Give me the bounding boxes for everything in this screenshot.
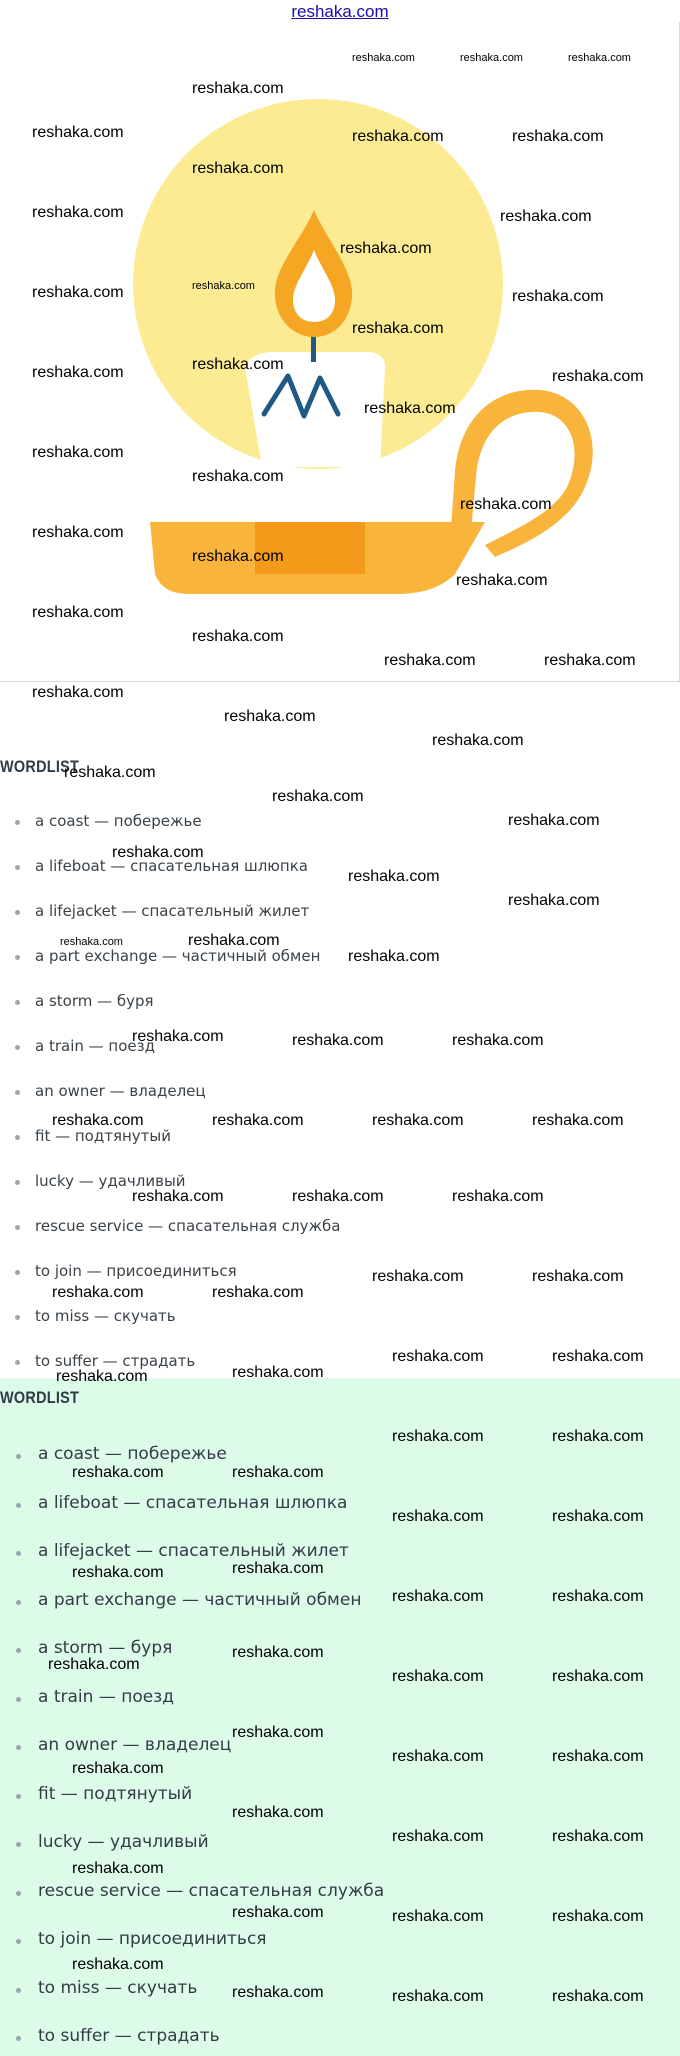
watermark-text: reshaka.com bbox=[232, 1724, 324, 1741]
watermark-text: reshaka.com bbox=[192, 356, 284, 373]
section-title: WORDLIST bbox=[0, 757, 80, 776]
watermark-text: reshaka.com bbox=[452, 1032, 544, 1049]
list-item-text: a lifeboat — спасательная шлюпка bbox=[35, 857, 308, 875]
bullet-icon bbox=[16, 1454, 21, 1459]
bullet-icon bbox=[16, 1503, 21, 1508]
bullet-icon bbox=[15, 1135, 20, 1140]
watermark-text: reshaka.com bbox=[292, 1188, 384, 1205]
watermark-text: reshaka.com bbox=[32, 684, 124, 701]
bullet-icon bbox=[15, 910, 20, 915]
watermark-text: reshaka.com bbox=[392, 1508, 484, 1525]
watermark-text: reshaka.com bbox=[544, 652, 636, 669]
watermark-text: reshaka.com bbox=[552, 1668, 644, 1685]
watermark-text: reshaka.com bbox=[112, 844, 204, 861]
watermark-text: reshaka.com bbox=[232, 1904, 324, 1921]
watermark-text: reshaka.com bbox=[72, 1564, 164, 1581]
watermark-text: reshaka.com bbox=[392, 1828, 484, 1845]
watermark-text: reshaka.com bbox=[72, 1956, 164, 1973]
watermark-text: reshaka.com bbox=[232, 1464, 324, 1481]
watermark-text: reshaka.com bbox=[552, 1428, 644, 1445]
watermark-text: reshaka.com bbox=[552, 1748, 644, 1765]
watermark-text: reshaka.com bbox=[340, 240, 432, 257]
watermark-text: reshaka.com bbox=[552, 368, 644, 385]
watermark-text: reshaka.com bbox=[552, 1908, 644, 1925]
watermark-text: reshaka.com bbox=[348, 948, 440, 965]
watermark-text: reshaka.com bbox=[64, 764, 156, 781]
bullet-icon bbox=[16, 1745, 21, 1750]
watermark-text: reshaka.com bbox=[552, 1588, 644, 1605]
list-item-text: a storm — буря bbox=[38, 1638, 173, 1658]
watermark-text: reshaka.com bbox=[32, 364, 124, 381]
list-item-text: a coast — побережье bbox=[38, 1444, 227, 1464]
watermark-text: reshaka.com bbox=[392, 1588, 484, 1605]
watermark-text: reshaka.com bbox=[508, 892, 600, 909]
watermark-text: reshaka.com bbox=[72, 1760, 164, 1777]
watermark-text: reshaka.com bbox=[364, 400, 456, 417]
list-item-text: a train — поезд bbox=[38, 1686, 174, 1707]
watermark-text: reshaka.com bbox=[456, 572, 548, 589]
watermark-text: reshaka.com bbox=[132, 1188, 224, 1205]
list-item-text: fit — подтянутый bbox=[35, 1127, 171, 1145]
watermark-text: reshaka.com bbox=[392, 1428, 484, 1445]
list-item-text: a lifejacket — спасательный жилет bbox=[38, 1541, 349, 1561]
candle-illustration bbox=[0, 22, 680, 682]
list-item-text: an owner — владелец bbox=[38, 1735, 232, 1755]
watermark-text: reshaka.com bbox=[192, 548, 284, 565]
watermark-text: reshaka.com bbox=[460, 496, 552, 513]
bullet-icon bbox=[15, 820, 20, 825]
list-item-text: to suffer — страдать bbox=[35, 1352, 196, 1370]
bullet-icon bbox=[16, 1939, 21, 1944]
watermark-text: reshaka.com bbox=[552, 1828, 644, 1845]
bullet-icon bbox=[16, 1600, 21, 1605]
watermark-text: reshaka.com bbox=[192, 468, 284, 485]
bullet-icon bbox=[16, 1842, 21, 1847]
watermark-text: reshaka.com bbox=[392, 1988, 484, 2005]
watermark-text: reshaka.com bbox=[232, 1644, 324, 1661]
watermark-text: reshaka.com bbox=[32, 444, 124, 461]
watermark-text: reshaka.com bbox=[272, 788, 364, 805]
bullet-icon bbox=[15, 1000, 20, 1005]
watermark-text: reshaka.com bbox=[32, 604, 124, 621]
watermark-text: reshaka.com bbox=[48, 1656, 140, 1673]
watermark-text: reshaka.com bbox=[500, 208, 592, 225]
watermark-text: reshaka.com bbox=[232, 1560, 324, 1577]
watermark-text: reshaka.com bbox=[212, 1112, 304, 1129]
list-item-text: to join — присоединиться bbox=[38, 1929, 267, 1949]
list-item-text: a part exchange — частичный обмен bbox=[35, 947, 321, 965]
watermark-text: reshaka.com bbox=[212, 1284, 304, 1301]
bullet-icon bbox=[15, 1270, 20, 1275]
bullet-icon bbox=[15, 955, 20, 960]
bullet-icon bbox=[15, 1225, 20, 1230]
list-item-text: an owner — владелец bbox=[35, 1082, 206, 1100]
watermark-text: reshaka.com bbox=[372, 1112, 464, 1129]
watermark-text: reshaka.com bbox=[372, 1268, 464, 1285]
watermark-text: reshaka.com bbox=[532, 1112, 624, 1129]
bullet-icon bbox=[15, 1360, 20, 1365]
word-list bbox=[0, 1444, 680, 2044]
watermark-text: reshaka.com bbox=[224, 708, 316, 725]
bullet-icon bbox=[15, 1315, 20, 1320]
watermark-text: reshaka.com bbox=[512, 128, 604, 145]
watermark-text: reshaka.com bbox=[232, 1804, 324, 1821]
watermark-text: reshaka.com bbox=[384, 652, 476, 669]
bullet-icon bbox=[15, 865, 20, 870]
list-item-text: fit — подтянутый bbox=[38, 1783, 193, 1804]
list-item-text: to miss — скучать bbox=[35, 1307, 176, 1325]
watermark-text: reshaka.com bbox=[392, 1348, 484, 1365]
watermark-text: reshaka.com bbox=[552, 1988, 644, 2005]
section-title: WORDLIST bbox=[0, 1388, 80, 1407]
list-item-text: a storm — буря bbox=[35, 992, 154, 1010]
watermark-text: reshaka.com bbox=[52, 1284, 144, 1301]
watermark-text: reshaka.com bbox=[32, 284, 124, 301]
list-item-text: to miss — скучать bbox=[38, 1977, 198, 1998]
list-item-text: rescue service — спасательная служба bbox=[35, 1217, 341, 1235]
list-item-text: lucky — удачливый bbox=[35, 1172, 186, 1190]
list-item-text: to suffer — страдать bbox=[38, 2026, 220, 2046]
watermark-text: reshaka.com bbox=[452, 1188, 544, 1205]
bullet-icon bbox=[15, 1090, 20, 1095]
list-item-text: a lifejacket — спасательный жилет bbox=[35, 902, 310, 920]
watermark-text: reshaka.com bbox=[568, 52, 631, 64]
watermark-text: reshaka.com bbox=[352, 128, 444, 145]
watermark-text: reshaka.com bbox=[392, 1908, 484, 1925]
watermark-text: reshaka.com bbox=[552, 1348, 644, 1365]
watermark-text: reshaka.com bbox=[32, 524, 124, 541]
bullet-icon bbox=[16, 1794, 21, 1799]
watermark-text: reshaka.com bbox=[508, 812, 600, 829]
watermark-text: reshaka.com bbox=[32, 204, 124, 221]
watermark-text: reshaka.com bbox=[352, 52, 415, 64]
watermark-text: reshaka.com bbox=[32, 124, 124, 141]
watermark-text: reshaka.com bbox=[392, 1748, 484, 1765]
watermark-text: reshaka.com bbox=[52, 1112, 144, 1129]
list-item-text: a train — поезд bbox=[35, 1037, 155, 1055]
bullet-icon bbox=[16, 1697, 21, 1702]
watermark-text: reshaka.com bbox=[552, 1508, 644, 1525]
list-item-text: a lifeboat — спасательная шлюпка bbox=[38, 1492, 348, 1513]
watermark-text: reshaka.com bbox=[132, 1028, 224, 1045]
watermark-text: reshaka.com bbox=[512, 288, 604, 305]
watermark-text: reshaka.com bbox=[192, 628, 284, 645]
site-link[interactable]: reshaka.com bbox=[291, 2, 389, 21]
watermark-text: reshaka.com bbox=[352, 320, 444, 337]
list-item-text: lucky — удачливый bbox=[38, 1832, 209, 1852]
bullet-icon bbox=[16, 1648, 21, 1653]
list-item-text: a coast — побережье bbox=[35, 812, 202, 830]
list-item-text: rescue service — спасательная служба bbox=[38, 1880, 385, 1901]
watermark-text: reshaka.com bbox=[60, 936, 123, 948]
watermark-text: reshaka.com bbox=[348, 868, 440, 885]
watermark-text: reshaka.com bbox=[188, 932, 280, 949]
bullet-icon bbox=[16, 1988, 21, 1993]
bullet-icon bbox=[15, 1180, 20, 1185]
watermark-text: reshaka.com bbox=[192, 160, 284, 177]
watermark-text: reshaka.com bbox=[192, 280, 255, 292]
bullet-icon bbox=[16, 1551, 21, 1556]
candle-image bbox=[0, 22, 680, 682]
watermark-text: reshaka.com bbox=[392, 1668, 484, 1685]
watermark-text: reshaka.com bbox=[192, 80, 284, 97]
bullet-icon bbox=[16, 2036, 21, 2041]
watermark-text: reshaka.com bbox=[460, 52, 523, 64]
watermark-text: reshaka.com bbox=[56, 1368, 148, 1385]
watermark-text: reshaka.com bbox=[532, 1268, 624, 1285]
watermark-text: reshaka.com bbox=[72, 1464, 164, 1481]
watermark-text: reshaka.com bbox=[232, 1984, 324, 2001]
watermark-text: reshaka.com bbox=[292, 1032, 384, 1049]
list-item-text: a part exchange — частичный обмен bbox=[38, 1589, 362, 1610]
list-item-text: to join — присоединиться bbox=[35, 1262, 237, 1280]
bullet-icon bbox=[15, 1045, 20, 1050]
watermark-text: reshaka.com bbox=[72, 1860, 164, 1877]
watermark-text: reshaka.com bbox=[432, 732, 524, 749]
bullet-icon bbox=[16, 1891, 21, 1896]
watermark-text: reshaka.com bbox=[232, 1364, 324, 1381]
